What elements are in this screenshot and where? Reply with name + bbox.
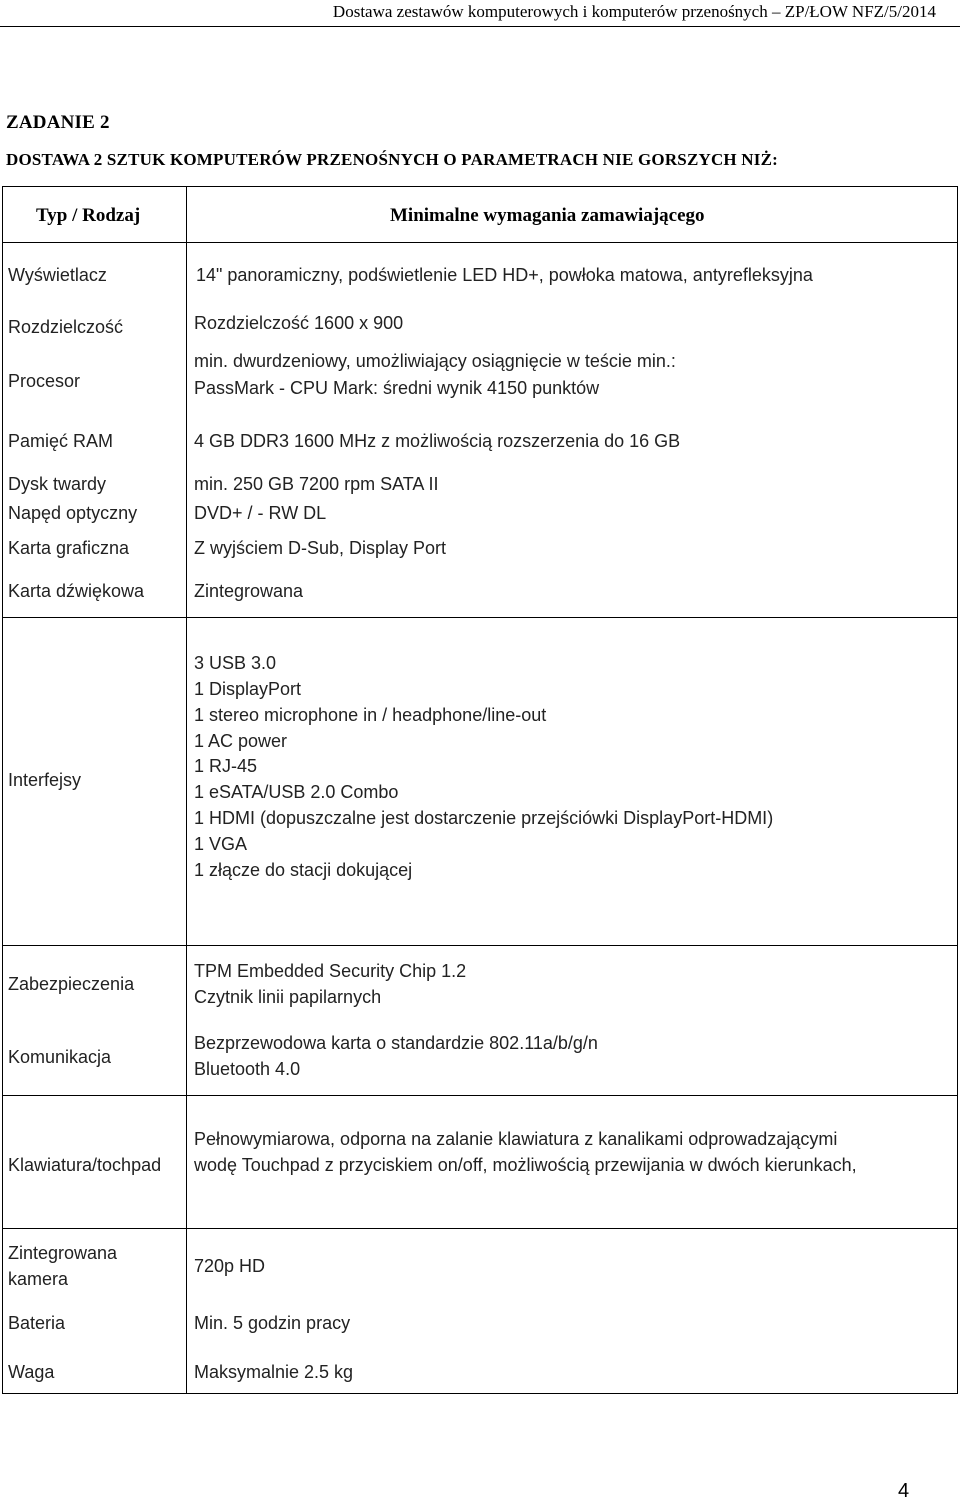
row-value-cpu-line2: PassMark - CPU Mark: średni wynik 4150 punktów <box>194 378 600 398</box>
row-value-weight: Maksymalnie 2.5 kg <box>194 1362 354 1382</box>
header-text: Dostawa zestawów komputerowych i komputerów przenośnych – ZP/ŁOW NFZ/5/2014 <box>332 2 936 21</box>
row-label-ram: Pamięć RAM <box>8 431 114 451</box>
row-label-cpu: Procesor <box>8 371 81 391</box>
row-value-battery: Min. 5 godzin pracy <box>194 1313 351 1333</box>
row-label-communication: Komunikacja <box>8 1047 112 1067</box>
row-value-gpu: Z wyjściem D-Sub, Display Port <box>194 538 447 558</box>
port-item: 1 AC power <box>194 731 288 751</box>
port-item: 1 złącze do stacji dokującej <box>194 860 413 880</box>
row-label-gpu: Karta graficzna <box>8 538 130 558</box>
page-number: 4 <box>898 1480 910 1502</box>
row-value-communication-line1: Bezprzewodowa karta o standardzie 802.11a/b/g/n <box>194 1033 598 1053</box>
row-value-resolution: Rozdzielczość 1600 x 900 <box>194 313 404 333</box>
column-header-type: Typ / Rodzaj <box>36 205 141 226</box>
port-item: 3 USB 3.0 <box>194 653 277 673</box>
task-title: ZADANIE 2 <box>6 112 110 133</box>
port-item: 1 eSATA/USB 2.0 Combo <box>194 782 399 802</box>
row-value-keyboard-line2: wodę Touchpad z przyciskiem on/off, możliwością przewijania w dwóch kierunkach, <box>194 1155 857 1175</box>
page-header <box>0 0 960 27</box>
row-label-security: Zabezpieczenia <box>8 974 135 994</box>
row-label-camera-line2: kamera <box>8 1269 69 1289</box>
port-item: 1 DisplayPort <box>194 679 302 699</box>
column-header-requirements: Minimalne wymagania zamawiającego <box>390 205 705 226</box>
row-label-camera-line1: Zintegrowana <box>8 1243 118 1263</box>
row-value-sound: Zintegrowana <box>194 581 304 601</box>
row-value-security-line1: TPM Embedded Security Chip 1.2 <box>194 961 467 981</box>
row-value-ram: 4 GB DDR3 1600 MHz z możliwością rozszerzenia do 16 GB <box>194 431 681 451</box>
port-item: 1 HDMI (dopuszczalne jest dostarczenie przejściówki DisplayPort-HDMI) <box>194 808 774 828</box>
row-label-optical: Napęd optyczny <box>8 503 138 523</box>
delivery-title: DOSTAWA 2 SZTUK KOMPUTERÓW PRZENOŚNYCH O PARAMETRACH NIE GORSZYCH NIŻ: <box>6 150 779 169</box>
row-label-resolution: Rozdzielczość <box>8 317 124 337</box>
row-label-ports: Interfejsy <box>8 770 82 790</box>
row-value-keyboard-line1: Pełnowymiarowa, odporna na zalanie klawiatura z kanalikami odprowadzającymi <box>194 1129 838 1149</box>
row-label-weight: Waga <box>8 1362 55 1382</box>
port-item: 1 stereo microphone in / headphone/line-out <box>194 705 547 725</box>
row-label-hdd: Dysk twardy <box>8 474 107 494</box>
row-value-hdd: min. 250 GB 7200 rpm SATA II <box>194 474 439 494</box>
port-item: 1 VGA <box>194 834 248 854</box>
row-value-camera: 720p HD <box>194 1256 266 1276</box>
row-label-battery: Bateria <box>8 1313 66 1333</box>
port-item: 1 RJ-45 <box>194 756 258 776</box>
row-value-security-line2: Czytnik linii papilarnych <box>194 987 382 1007</box>
row-value-communication-line2: Bluetooth 4.0 <box>194 1059 301 1079</box>
row-label-display: Wyświetlacz <box>8 265 107 285</box>
row-label-sound: Karta dźwiękowa <box>8 581 145 601</box>
row-label-keyboard: Klawiatura/tochpad <box>8 1155 162 1175</box>
row-value-cpu-line1: min. dwurdzeniowy, umożliwiający osiągnięcie w teście min.: <box>194 351 676 371</box>
row-value-optical: DVD+ / - RW DL <box>194 503 327 523</box>
row-value-display: 14" panoramiczny, podświetlenie LED HD+, powłoka matowa, antyrefleksyjna <box>196 265 813 285</box>
